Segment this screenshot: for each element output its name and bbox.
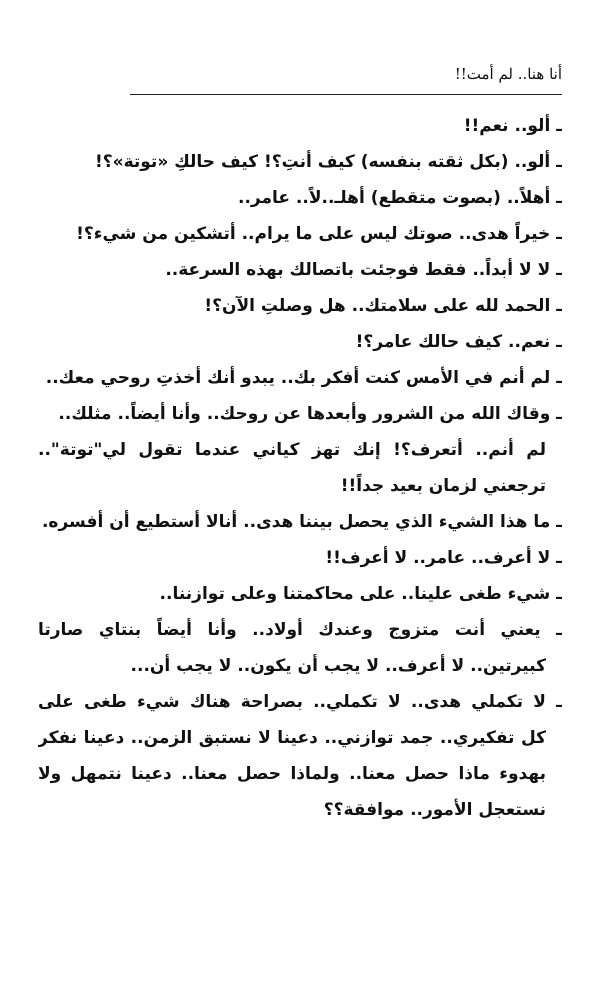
text-line: ـ لا لا أبداً.. فقط فوجئت باتصالك بهذه السرعة.. [165,260,562,280]
text-line: ـ الحمد لله على سلامتك.. هل وصلتِ الآن؟! [204,296,562,316]
text-line: كل تفكيري.. جمد توازني.. دعينا لا نستبق الزمن.. دعينا نفكر [38,728,546,748]
text-line: لم أنم.. أتعرف؟! إنك تهز كياني عندما تقول لي"توتة".. [38,440,546,460]
text-line: ـ شيء طغى علينا.. على محاكمتنا وعلى توازننا.. [159,584,562,604]
text-line: ـ لم أنم في الأمس كنت أفكر بك.. يبدو أنك أخذتِ روحي معك.. [45,368,562,388]
text-line: ترجعني لزمان بعيد جداً!! [340,476,546,496]
text-line: بهدوء ماذا حصل معنا.. ولماذا حصل معنا.. دعينا نتمهل ولا [38,764,546,784]
text-line: كبيرتين.. لا أعرف.. لا يجب أن يكون.. لا يجب أن... [130,656,546,676]
text-line: نستعجل الأمور.. موافقة؟؟ [323,800,546,820]
text-line: ـ وقاك الله من الشرور وأبعدها عن روحك.. وأنا أيضاً.. مثلك.. [58,404,562,424]
text-line: ـ خيراً هدى.. صوتك ليس على ما يرام.. أتشكين من شيء؟! [76,224,562,244]
text-line: ـ لا أعرف.. عامر.. لا أعرف!! [325,548,562,568]
text-line: ـ يعني أنت متزوج وعندك أولاد.. وأنا أيضاً بنتاي صارتا [38,620,562,640]
running-header: أنا هنا.. لم أمت!! [454,65,562,83]
body-text [38,108,562,828]
text-line: ـ ألو.. نعم!! [463,116,562,136]
text-line: ـ ألو.. (بكل ثقته بنفسه) كيف أنتِ؟! كيف حالكِ «توتة»؟! [94,152,562,172]
text-line: ـ أهلاً.. (بصوت متقطع) أهلـ..لاً.. عامر.. [238,188,562,208]
header-rule [130,94,562,95]
text-line: ـ لا تكملي هدى.. لا تكملي.. بصراحة هناك شيء طغى على [38,692,562,712]
text-line: ـ نعم.. كيف حالك عامر؟! [355,332,562,352]
text-line: ـ ما هذا الشيء الذي يحصل بيننا هدى.. أنالا أستطيع أن أفسره. [41,512,562,532]
